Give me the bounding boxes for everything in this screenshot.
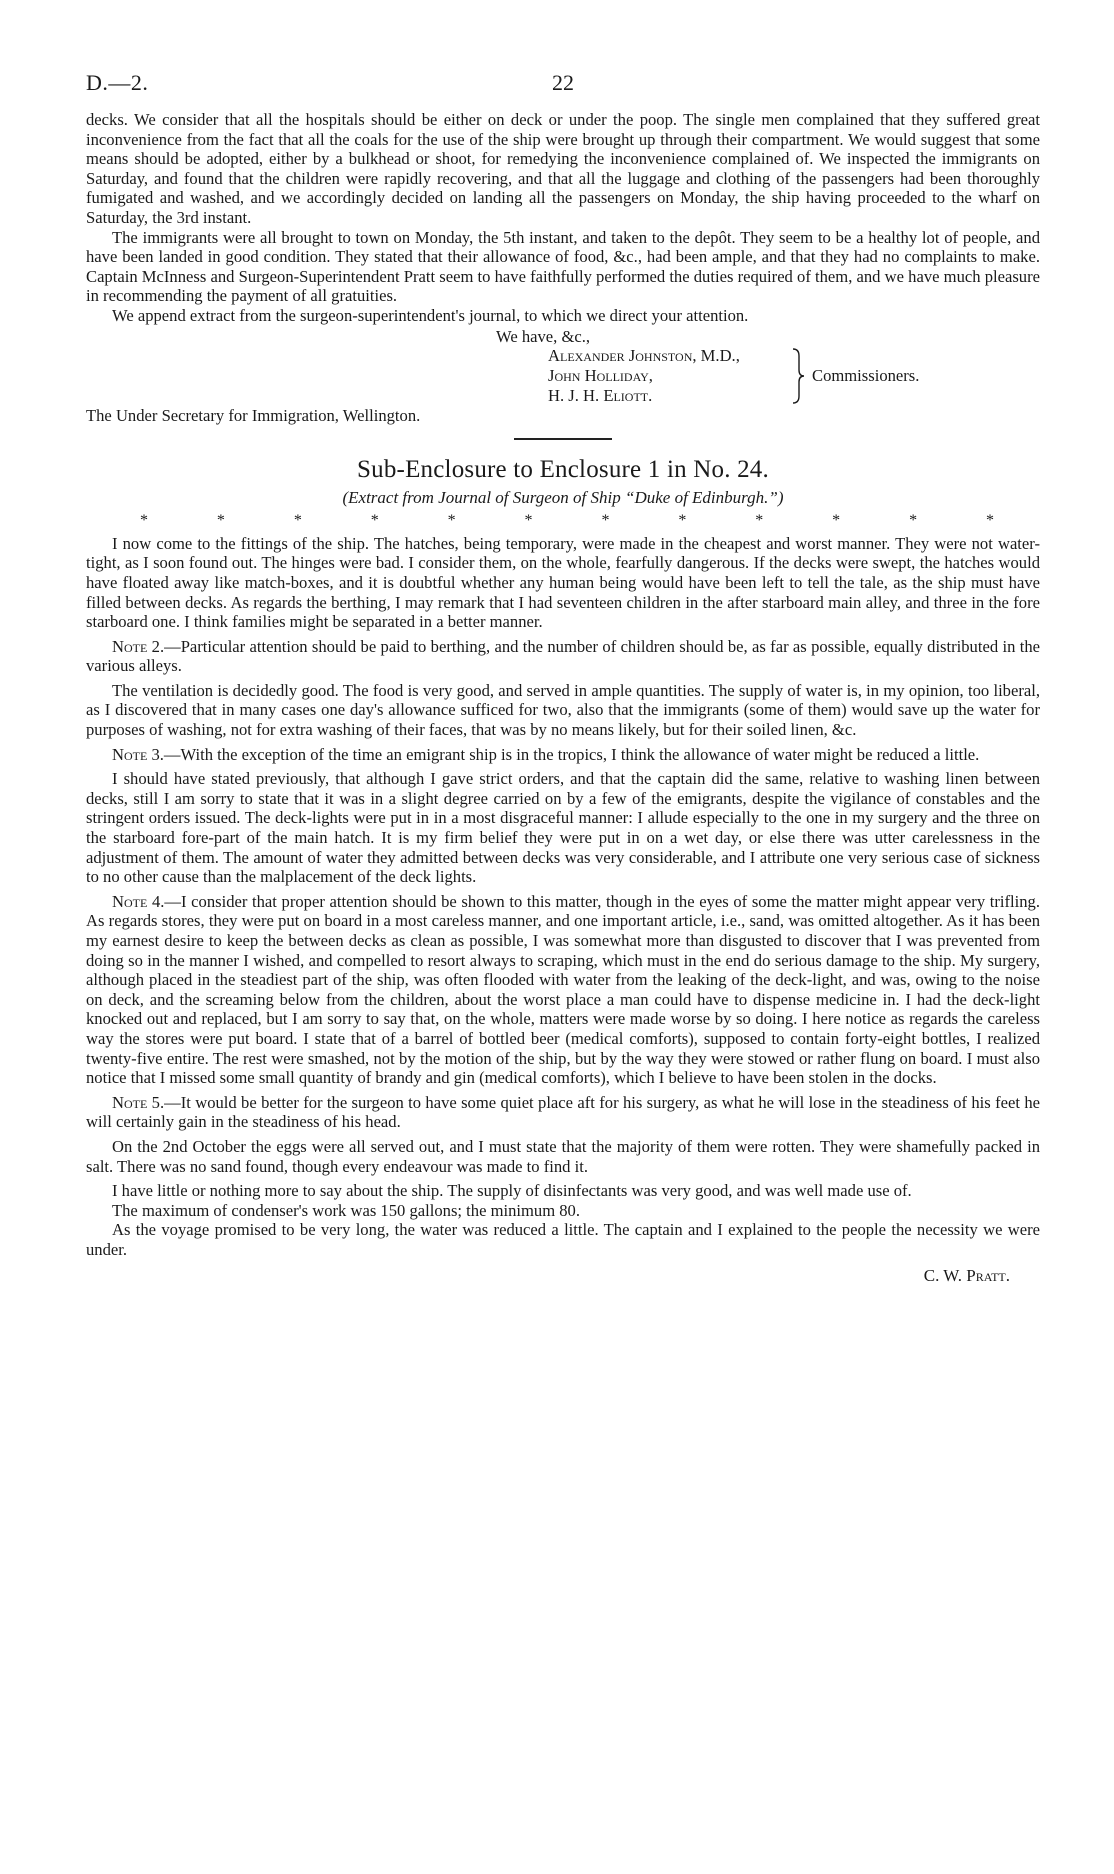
journal-extract-body: [86, 534, 1040, 1260]
journal-paragraph: [86, 1201, 1040, 1221]
signatory-block: [86, 346, 1040, 408]
paragraph-text: I now come to the fittings of the ship. The hatches, being temporary, were made in the cheapest and worst manner. They were not water-tight, as I soon found out. The hinges were bad. I consider them, on the whole, fearfully dangerous. If the decks were swept, the hatches would have floated away like match-boxes, and it is doubtful whether any human being would have been left to tell the tale, as the ship must have filled between decks. As regards the berthing, I may remark that I had seventeen children in the after starboard main alley, and three in the fore starboard one. I think families might be separated in a better manner.: [86, 533, 1040, 632]
paragraph-text: On the 2nd October the eggs were all served out, and I must state that the majority of them were rotten. They were shamefully packed in salt. There was no sand found, though every endeavour was made to find it.: [86, 1136, 1040, 1176]
journal-paragraph: [86, 1137, 1040, 1176]
page-header: [86, 70, 1040, 110]
addressee: The Under Secretary for Immigration, Wellington.: [86, 406, 421, 426]
document-page: [86, 70, 1040, 1286]
letter-body: [86, 110, 1040, 426]
signatory-name: Alexander Johnston, M.D.,: [548, 346, 740, 366]
journal-paragraph: [86, 769, 1040, 887]
paragraph-text: —Particular attention should be paid to berthing, and the number of children should be, as far as possible, equally distributed in the various alleys.: [86, 636, 1040, 676]
salutation: We have, &c.,: [496, 326, 591, 346]
asterisk: *: [755, 511, 764, 529]
asterism-row: [86, 512, 1040, 530]
paragraph-text: I have little or nothing more to say about the ship. The supply of disinfectants was very good, and was well made use of.: [112, 1181, 912, 1201]
signatory-names: [548, 346, 740, 406]
journal-paragraph: [86, 892, 1040, 1088]
paragraph-text: The ventilation is decidedly good. The food is very good, and served in ample quantities. The supply of water is, in my opinion, too liberal, as I discovered that in many cases one day's allowance sufficed for two, also that the immigrants (some of them) would save up the water for purposes of washing, not for extra washing of their faces, that was by no means likely, but for their soiled linen, &c.: [86, 680, 1040, 740]
signatory-role: Commissioners.: [812, 366, 920, 386]
paragraph-text: —I consider that proper attention should be shown to this matter, though in the eyes of some the matter might appear very trifling. As regards stores, they were put on board in a most careless manner, and one important article, i.e., sand, was omitted altogether. As it has been my earnest desire to keep the between decks as clean as possible, I was somewhat more than disgusted to discover that I was prevented from doing so in the manner I wished, and compelled to resort always to scraping, which must in the end do serious damage to the ship. My surgery, although placed in the steadiest part of the ship, was often flooded with water from the leaking of the deck-light, and was, owing to the noise on deck, and the screaming below from the children, about the worst place a man could have to dispense medicine in. I had the deck-light knocked out and replaced, but I am sorry to say that, on the whole, matters were made worse by so doing. I here notice as regards the careless way the stores were put board. I state that of a barrel of bottled beer (medical comforts), supposed to contain forty-eight bottles, I realized twenty-five entire. The rest were smashed, not by the motion of the ship, but by the way they were stowed or rather flung on board. I must also notice that I missed some small quantity of brandy and gin (medical comforts), which I believe to have been stolen in the docks.: [86, 891, 1040, 1088]
paragraph-text: —It would be better for the surgeon to have some quiet place aft for his surgery, as what he will lose in the steadiness of his feet he will certainly gain in the steadiness of his head.: [86, 1092, 1041, 1132]
asterisk: *: [678, 511, 687, 529]
journal-paragraph: [86, 1093, 1040, 1132]
journal-paragraph: [86, 637, 1040, 676]
journal-paragraph: [86, 745, 1040, 765]
letter-closing: [86, 327, 1040, 426]
surgeon-signature: C. W. Pratt.: [923, 1265, 1010, 1285]
asterisk: *: [985, 511, 994, 529]
section-divider: [514, 438, 612, 440]
asterisk: *: [216, 511, 225, 529]
signatory-name: H. J. H. Eliott.: [548, 386, 653, 406]
note-label: Note 3.: [112, 744, 164, 764]
letter-paragraph: We append extract from the surgeon-superintendent's journal, to which we direct your attention.: [112, 305, 749, 325]
asterisk: *: [524, 511, 533, 529]
sub-enclosure-extract-caption: (Extract from Journal of Surgeon of Ship “Duke of Edinburgh.”): [342, 487, 784, 507]
journal-paragraph: [86, 1181, 1040, 1201]
asterisk: *: [447, 511, 456, 529]
asterisk: *: [909, 511, 918, 529]
asterisk: *: [832, 511, 841, 529]
paragraph-text: As the voyage promised to be very long, the water was reduced a little. The captain and I explained to the people the necessity we were under.: [86, 1220, 1040, 1259]
right-brace-icon: [791, 348, 805, 404]
journal-paragraph: [86, 1220, 1040, 1259]
journal-paragraph: [86, 681, 1040, 740]
asterisk: *: [601, 511, 610, 529]
letter-paragraph: decks. We consider that all the hospitals should be either on deck or under the poop. The single men complained that they suffered great inconvenience from the fact that all the coals for the use of the ship were brought up through their compartment. We would suggest that some means should be adopted, either by a bulkhead or shoot, for remedying the inconvenience complained of. We inspected the immigrants on Saturday, and found that the children were rapidly recovering, and that all the luggage and clothing of the passengers had been thoroughly fumigated and washed, and we accordingly decided on landing all the passengers on Monday, the ship having proceeded to the wharf on Saturday, the 3rd instant.: [86, 110, 1040, 227]
note-label: Note 5.: [112, 1092, 165, 1112]
document-reference: D.—2.: [86, 70, 149, 95]
signatory-name: John Holliday,: [548, 366, 653, 386]
page-number: 22: [552, 70, 574, 95]
paragraph-text: —With the exception of the time an emigrant ship is in the tropics, I think the allowance of water might be reduced a little.: [163, 744, 980, 764]
asterisk: *: [140, 511, 148, 529]
letter-paragraph: The immigrants were all brought to town on Monday, the 5th instant, and taken to the depôt. They seem to be a healthy lot of people, and have been landed in good condition. They stated that their allowance of food, &c., had been ample, and that they had no complaints to make. Captain McInness and Surgeon-Superintendent Pratt seem to have faithfully performed the duties required of them, and we have much pleasure in recommending the payment of all gratuities.: [86, 227, 1040, 306]
paragraph-text: The maximum of condenser's work was 150 gallons; the minimum 80.: [112, 1200, 581, 1220]
asterisk: *: [293, 511, 302, 529]
note-label: Note 2.: [112, 636, 165, 656]
note-label: Note 4.: [112, 891, 165, 911]
asterisk: *: [370, 511, 379, 529]
sub-enclosure-title: Sub-Enclosure to Enclosure 1 in No. 24.: [357, 455, 769, 483]
paragraph-text: I should have stated previously, that although I gave strict orders, and that the captain did the same, relative to washing linen between decks, still I am sorry to state that it was in a slight degree carried on by a few of the emigrants, despite the vigilance of constables and the stringent orders issued. The deck-lights were put in in a most disgraceful manner: I allude especially to the one in my surgery and the three on the starboard fore-part of the main hatch. It is my firm belief they were put in on a wet day, or else there was utter carelessness in the adjustment of them. The amount of water they admitted between decks was very considerable, and I attribute one very serious case of sickness to no other cause than the malplacement of the deck lights.: [86, 769, 1040, 887]
journal-paragraph: [86, 534, 1040, 632]
